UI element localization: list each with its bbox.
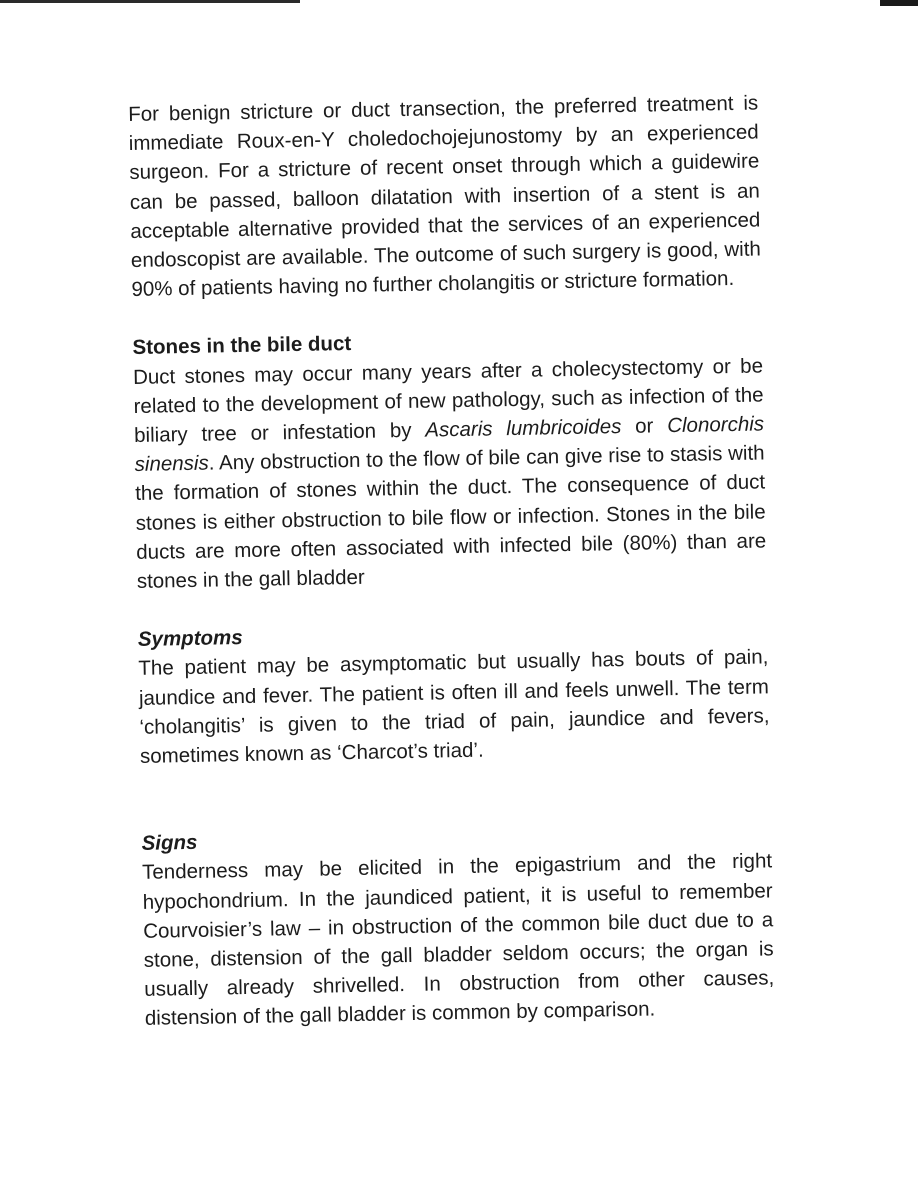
signs-heading: Signs <box>141 831 198 856</box>
document-page <box>128 88 775 1033</box>
stones-italic-ascaris: Ascaris lumbricoides <box>425 415 622 442</box>
stones-text-part1: Duct stones may occur many years after a cholecystectomy or be related to the development of new pathology, such as infection of the biliary tree or infestation by <box>132 354 764 447</box>
stones-heading: Stones in the bile duct <box>132 332 352 360</box>
stones-italic-clonorchis: Clonorchis sinensis <box>134 412 765 477</box>
scan-edge-right <box>880 0 918 6</box>
scan-edge-left <box>0 0 300 3</box>
stones-text-part2: or <box>621 414 668 439</box>
stones-paragraph <box>133 351 767 596</box>
signs-paragraph: Tenderness may be elicited in the epigastrium and the right hypochondrium. In the jaundiced patient, it is useful to remember Courvoisier’s law – in obstruction of the common bile duct due to a stone, distension of the gall bladder seldom occurs; the organ is usually already shrivelled. In obstruction from other causes, distension of the gall bladder is common by comparison. <box>141 849 775 1031</box>
stones-text-part3: . Any obstruction to the flow of bile can give rise to stasis with the formation of stones within the duct. The consequence of duct stones is either obstruction to bile flow or infection. Stones in the bile ducts are more often associated with infected bile (80%) than are stones in the gall bladder <box>135 441 767 593</box>
symptoms-paragraph: The patient may be asymptomatic but usually has bouts of pain, jaundice and fever. The patient is often ill and feels unwell. The term ‘cholangitis’ is given to the triad of pain, jaundice and fevers, sometimes known as ‘Charcot’s triad’. <box>138 645 770 768</box>
symptoms-heading: Symptoms <box>137 626 243 652</box>
intro-paragraph: For benign stricture or duct transection, the preferred treatment is immediate Roux-en-Y choledochojejunostomy by an experienced surgeon. For a stricture of recent onset through which a guidewire can be passed, balloon dilatation with insertion of a stent is an acceptable alternative provided that the services of an experienced endoscopist are available. The outcome of such surgery is good, with 90% of patients having no further cholangitis or stricture formation. <box>128 91 762 302</box>
